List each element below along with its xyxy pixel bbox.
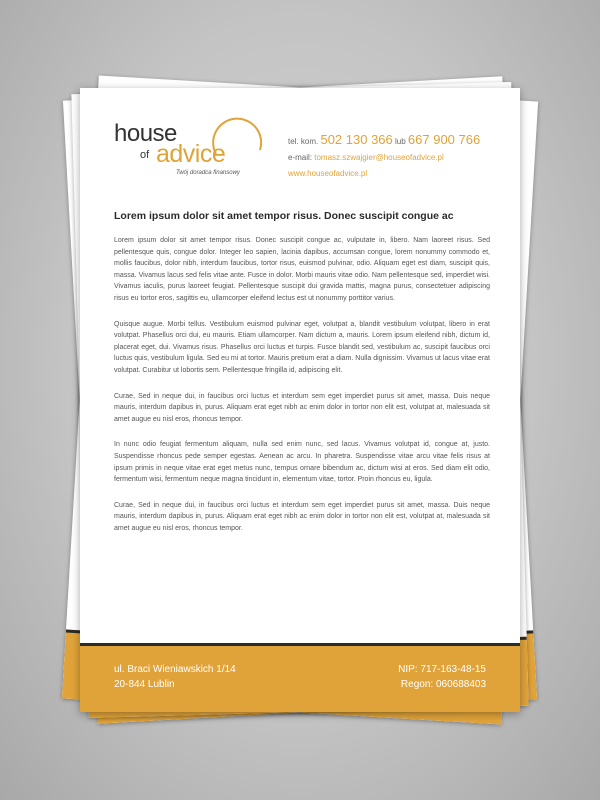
- letter-heading: Lorem ipsum dolor sit amet tempor risus. Donec suscipit congue ac: [114, 210, 454, 222]
- letterhead-page: [80, 88, 520, 712]
- footer-content: [114, 662, 486, 698]
- phone-number-primary[interactable]: 502 130 366: [320, 132, 393, 147]
- logo-word-advice: advice: [156, 140, 226, 168]
- phone-line: [288, 132, 510, 150]
- address-city: 20-844 Lublin: [114, 679, 175, 690]
- contact-block: [288, 132, 510, 182]
- body-paragraph: Curae, Sed in neque dui, in faucibus orci luctus et interdum sem eget imperdiet purus sit amet, massa. Duis neque mauris, interdum dapibus in, purus. Aliquam erat eget nibh ac enim dolor in tortor non elit est, volutpat at, malesuada sit amet augue eu nisl eros, rhoncus tempor.: [114, 501, 490, 532]
- phone-label: tel. kom.: [288, 137, 319, 146]
- address-street: ul. Braci Wieniawskich 1/14: [114, 664, 236, 675]
- website-line: [288, 166, 510, 182]
- nip-number: NIP: 717-163-48-15: [398, 664, 486, 675]
- logo-word-of: of: [140, 149, 150, 161]
- body-paragraph: Quisque augue. Morbi tellus. Vestibulum euismod pulvinar eget, volutpat a, blandit vestibulum volutpat, libero in erat volutpat. Phasellus orci dui, eu mauris. Etiam ullamcorper. Nam dictum a, mauris. Lorem ipsum eleifend nibh, dictum id, placerat eget, dui. Vivamus risus. Phasellus orci luctus et turpis. Fusce blandit sed, vestibulum ac, suscipit faucibus orci luctus quis, vestibulum ligula. Sed eu mi at tortor. Mauris pretium erat a diam. Nulla dignissim. Vivamus ut lacus vitae erat volutpat. Curabitur ut lobortis sem. Pellentesque fringilla id, adipiscing elit.: [114, 320, 490, 374]
- phone-or-label: lub: [395, 137, 406, 146]
- logo-tagline: Twój doradca finansowy: [176, 170, 240, 176]
- body-paragraph: Curae, Sed in neque dui, in faucibus orci luctus et interdum sem eget imperdiet purus sit amet, massa. Duis neque mauris, interdum dapibus in, purus. Aliquam erat eget nibh ac enim dolor in tortor non elit est, volutpat at, malesuada sit amet augue eu nisl eros, rhoncus tempor.: [114, 392, 490, 423]
- body-paragraph: Lorem ipsum dolor sit amet tempor risus. Donec suscipit congue ac, vulputate in, libero. Nam laoreet risus. Sed pellentesque quis, congue dolor. Integer leo sapien, lacinia dapibus, accumsan congue, lorem nonummy commodo et, mollis faucibus, dolor nibh, interdum faucibus, tortor risus, euismod pulvinar, odio. Aliquam eget est diam, suscipit quis, massa. Vivamus lacus sed felis vitae ante. Fusce in dolor. Morbi mauris vitae odio. Nam pellentesque sed, imperdiet wisi. Vivamus iaculis, purus laoreet feugiat. Pellentesque suscipit dui gravida mattis, magna purus, consectetuer adipiscing risus eu tortor eros, sagittis eu, ullamcorper eleifend lectus est ut nonummy porttitor varius.: [114, 237, 490, 302]
- logo-word-house: house: [114, 120, 177, 147]
- body-paragraph: In nunc odio feugiat fermentum aliquam, nulla sed enim nunc, sed lacus. Vivamus volutpat id, congue at, justo. Suspendisse rhoncus pede semper egestas. Aenean ac arcu. In pharetra. Suspendisse vitae arcu vitae felis risus at ipsum primis in neque vitae erat eget metus nunc, tempus ornare bibendum ac, dictum wisi at eros. Sed diam elit odio, fermentum wisi, fermentum neque magna tincidunt in, elementum vitae, tortor. Proin rhoncus eu, ligula.: [114, 441, 490, 484]
- phone-number-secondary[interactable]: 667 900 766: [407, 132, 481, 147]
- company-logo: [114, 120, 274, 180]
- email-address[interactable]: tomasz.szwajgier@houseofadvice.pl: [314, 153, 444, 162]
- regon-number: Regon: 060688403: [400, 679, 486, 690]
- website-link[interactable]: www.houseofadvice.pl: [288, 169, 368, 178]
- letter-body: [114, 210, 490, 548]
- footer-address: [114, 662, 236, 692]
- footer-band: [80, 643, 520, 712]
- email-label: e-mail:: [288, 153, 313, 162]
- email-line: [288, 150, 510, 166]
- footer-registration: [398, 662, 486, 692]
